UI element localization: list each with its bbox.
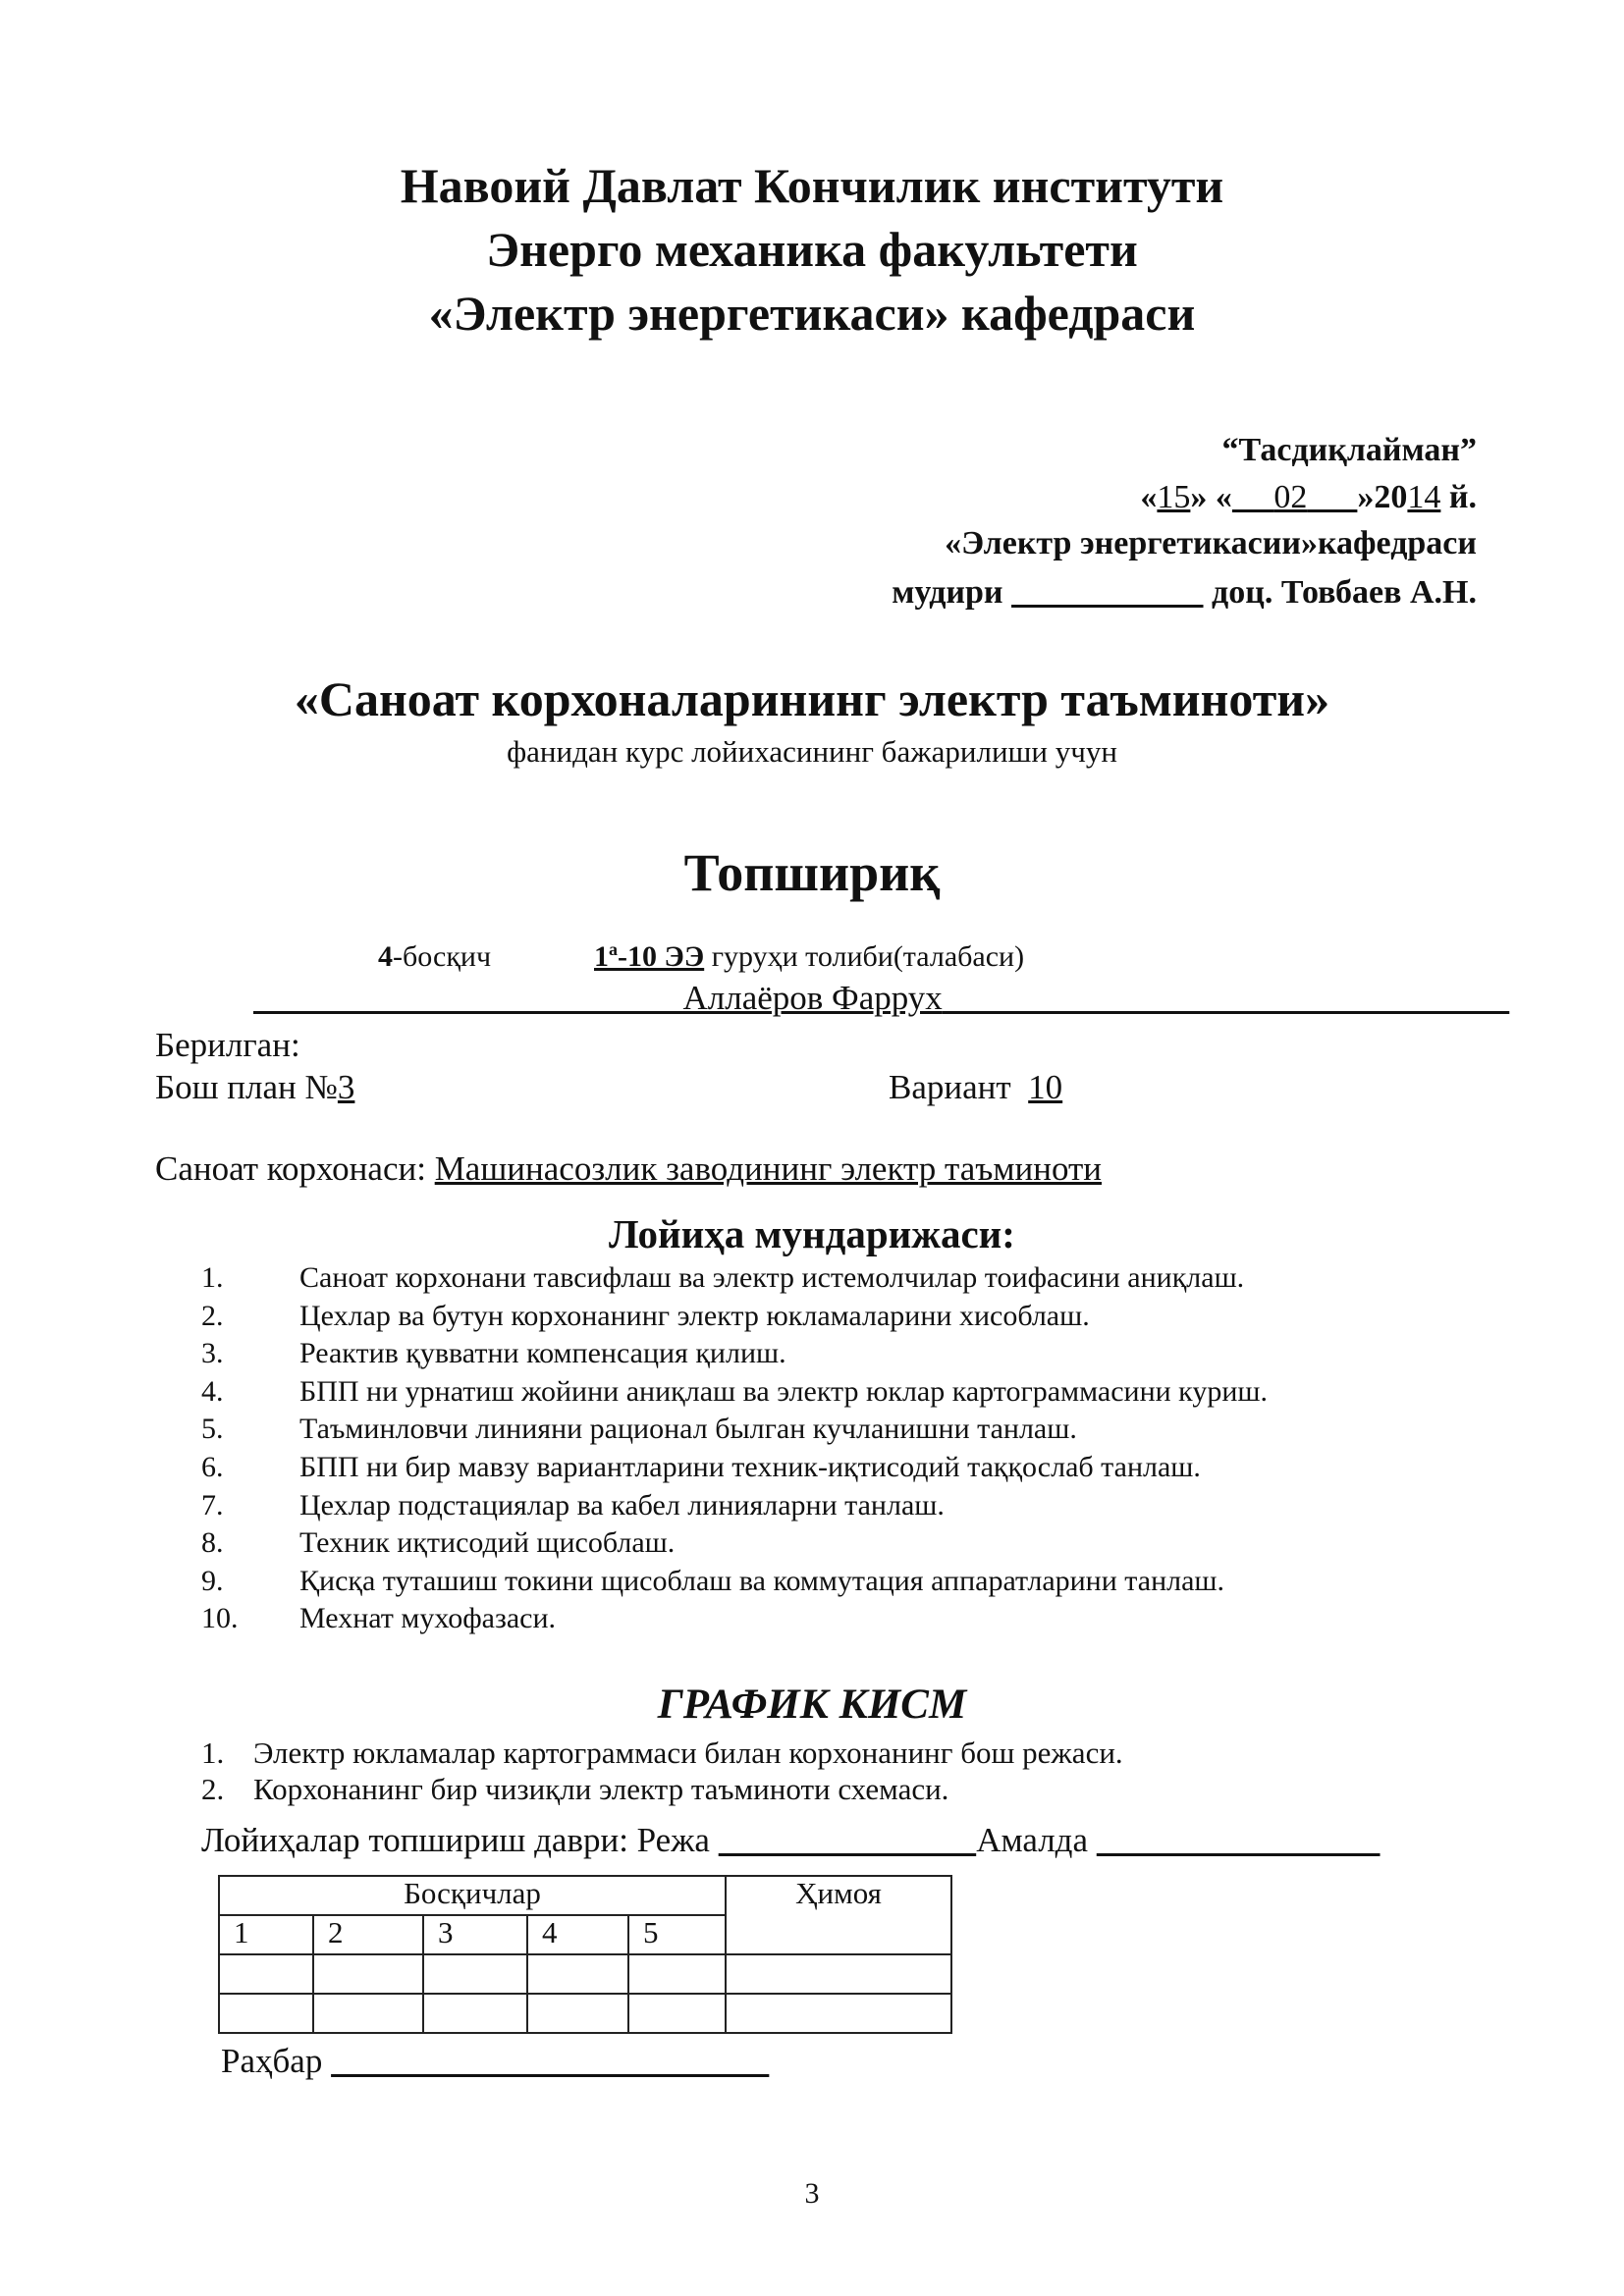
- approval-title: “Тасдиқлайман”: [1221, 432, 1477, 468]
- stage-number-cell: 2: [313, 1915, 423, 1954]
- list-item-text: Корхонанинг бир чизиқли электр таъминоти схемаси.: [253, 1772, 949, 1806]
- list-item-text: Таъминловчи линияни рационал былган кучланишни танлаш.: [299, 1413, 1077, 1446]
- stages-table: [218, 1875, 952, 2034]
- enterprise-line: Саноат корхонаси: Машинасозлик заводининг электр таъминоти: [155, 1149, 1103, 1188]
- defense-header: Ҳимоя: [726, 1876, 951, 1954]
- list-item-number: 9.: [201, 1564, 224, 1597]
- page-number: 3: [804, 2177, 820, 2210]
- stage-cell: [423, 1954, 527, 1994]
- enterprise-value: Машинасозлик заводининг электр таъминоти: [434, 1149, 1103, 1188]
- list-item-number: 2.: [201, 1772, 225, 1806]
- plan-date-blank: [719, 1821, 977, 1859]
- approval-date: «15» « 02 »2014 й.: [1140, 479, 1477, 515]
- subject-subtitle: фанидан курс лойихасининг бажарилиши учун: [507, 734, 1117, 769]
- defense-cell: [726, 1994, 951, 2033]
- list-item-number: 10.: [201, 1602, 239, 1635]
- stage-cell: [527, 1994, 628, 2033]
- list-item-text: Цехлар ва бутун корхонанинг электр юкламаларини хисоблаш.: [299, 1299, 1090, 1332]
- variant-line: Вариант 10: [889, 1068, 1063, 1106]
- group-text: $1^а-10$ ЭЭ гуруҳи толиби(талабаси): [594, 939, 1025, 973]
- contents-title: Лойиҳа мундарижаси:: [609, 1211, 1015, 1256]
- stage-cell: [313, 1994, 423, 2033]
- department-name: «Электр энергетикаси» кафедраси: [428, 286, 1196, 341]
- supervisor-line: Раҳбар: [221, 2042, 769, 2081]
- stage-cell: [628, 1994, 726, 2033]
- approval-month: 02: [1273, 479, 1308, 515]
- faculty-name: Энерго механика факультети: [486, 222, 1138, 277]
- given-label: Берилган:: [155, 1026, 300, 1064]
- list-item-number: 7.: [201, 1488, 224, 1522]
- supervisor-signature-blank: [331, 2042, 769, 2080]
- list-item-number: 5.: [201, 1413, 224, 1446]
- list-item-text: Реактив қувватни компенсация қилиш.: [299, 1337, 786, 1370]
- stage-number-cell: 4: [527, 1915, 628, 1954]
- list-item-text: БПП ни бир мавзу вариантларини техник-иқтисодий таққослаб танлаш.: [299, 1451, 1201, 1483]
- list-item-number: 3.: [201, 1337, 224, 1370]
- list-item-text: Мехнат мухофазаси.: [299, 1602, 557, 1635]
- list-item-number: 2.: [201, 1299, 224, 1332]
- stages-header: Босқичлар: [219, 1876, 726, 1915]
- stage-cell: [628, 1954, 726, 1994]
- group-code: $1^а-10$ ЭЭ: [594, 939, 705, 973]
- stage-text: 4-босқич: [378, 940, 492, 973]
- list-item-number: 4.: [201, 1374, 224, 1408]
- list-item-text: БПП ни урнатиш жойини аниқлаш ва электр юклар картограммасини куриш.: [299, 1374, 1268, 1408]
- stage-number-cell: 5: [628, 1915, 726, 1954]
- institute-name: Навоий Давлат Кончилик институти: [400, 158, 1224, 213]
- approval-head: мудири доц. Товбаев А.Н.: [892, 574, 1477, 611]
- stage-cell: [313, 1954, 423, 1994]
- period-line: Лойиҳалар топшириш даври: Режа Амалда: [201, 1821, 1380, 1860]
- stage-cell: [527, 1954, 628, 1994]
- variant-value: 10: [1028, 1068, 1063, 1106]
- approval-department: «Электр энергетикасии»кафедраси: [945, 525, 1477, 561]
- list-item-text: Техник иқтисодий щисоблаш.: [299, 1526, 676, 1560]
- stage-number-cell: 3: [423, 1915, 527, 1954]
- stage-cell: [219, 1954, 313, 1994]
- list-item-number: 8.: [201, 1526, 224, 1560]
- plan-line: Бош план №3: [155, 1068, 355, 1106]
- student-name: Аллаёров Фаррух: [682, 979, 943, 1017]
- task-title: Топшириқ: [683, 843, 941, 902]
- approval-day: 15: [1157, 479, 1191, 515]
- list-item-text: Саноат корхонани тавсифлаш ва электр истемолчилар тоифасини аниқлаш.: [299, 1261, 1245, 1294]
- list-item-text: Цехлар подстациялар ва кабел линияларни танлаш.: [299, 1488, 945, 1522]
- graphic-title: ГРАФИК КИСМ: [657, 1682, 967, 1728]
- student-name-line: [253, 979, 1509, 1018]
- subject-title: «Саноат корхоналарининг электр таъминоти»: [294, 671, 1330, 726]
- list-item-text: Қисқа туташиш токини щисоблаш ва коммутация аппаратларини танлаш.: [299, 1564, 1225, 1597]
- stage-cell: [423, 1994, 527, 2033]
- list-item-number: 1.: [201, 1735, 225, 1770]
- stage-cell: [219, 1994, 313, 2033]
- defense-cell: [726, 1954, 951, 1994]
- actual-date-blank: [1097, 1821, 1380, 1859]
- stage-number-cell: 1: [219, 1915, 313, 1954]
- list-item-number: 1.: [201, 1261, 224, 1294]
- approval-year: 14: [1407, 479, 1441, 515]
- signature-line: [1011, 574, 1204, 611]
- list-item-text: Электр юкламалар картограммаси билан корхонанинг бош режаси.: [253, 1735, 1123, 1770]
- plan-value: 3: [337, 1068, 355, 1106]
- list-item-number: 6.: [201, 1451, 224, 1483]
